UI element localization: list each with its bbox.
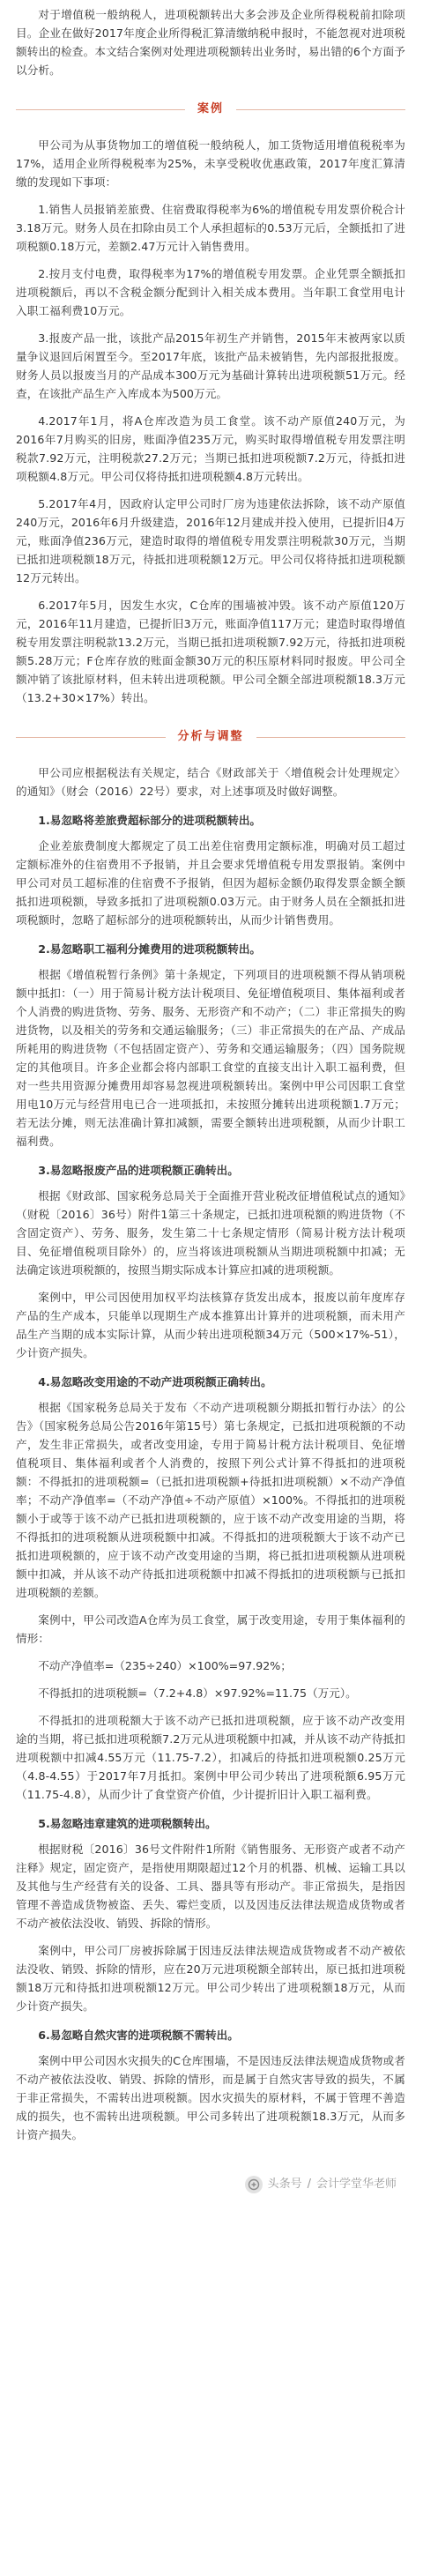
issue-paragraph: 根据《国家税务总局关于发布〈不动产进项税额分期抵扣暂行办法〉的公告》（国家税务总局公告2016年第15号）第七条规定，已抵扣进项税额的不动产，发生非正常损失，或者改变用途，专用于简易计税方法计税项目、免征增值税项目、集体福利或者个人消费的，按照下列公式计算不得抵扣的进项税额：不得抵扣的进项税额=（已抵扣进项税额+待抵扣进项税额）×不动产净值率；不动产净值率=（不动产净值÷不动产原值）×100%。不得抵扣的进项税额小于或等于该不动产已抵扣进项税额的，应于该不动产改变用途的当期，将不得抵扣的进项税额从进项税额中扣减。不得抵扣的进项税额大于该不动产已抵扣进项税额的，应于该不动产改变用途的当期，将已抵扣进项税额从进项税额中扣减，并从该不动产待抵扣进项税额中扣减不得抵扣的进项税额与已抵扣进项税额的差额。 [16,1401,405,1599]
case-items [16,200,405,707]
issue-title: 4.易忽略改变用途的不动产进项税额正确转出。 [38,1375,272,1389]
issue-title: 2.易忽略职工福利分摊费用的进项税额转出。 [38,942,262,956]
issue-title: 1.易忽略将差旅费超标部分的进项税额转出。 [38,814,262,827]
issue-paragraph: 案例中，甲公司改造A仓库为员工食堂，属于改变用途，专用于集体福利的情形： [16,1613,405,1645]
issue-paragraph: 根据《财政部、国家税务总局关于全面推开营业税改征增值税试点的通知》（财税〔2016〕36号）附件1第三十条规定，已抵扣进项税额的购进货物（不含固定资产）、劳务、服务，发生第二十七条规定情形（简易计税方法计税项目、免征增值税项目除外）的，应当将该进项税额从当期进项税额中扣减；无法确定该进项税额的，按照当期实际成本计算应扣减的进项税额。 [16,1189,405,1277]
section-heading-analysis [16,726,405,748]
issue-paragraph: 案例中，甲公司因使用加权平均法核算存货发出成本，报废以前年度库存产品的生产成本，只能单以现期生产成本推算出计算并的进项税额，而未用产品生产当期的成本实际计算，从而少转出进项税额34万元（500×17%-51），少计资产损失。 [16,1291,405,1359]
case-item: 1.销售人员报销差旅费、住宿费取得税率为6%的增值税专用发票价税合计3.18万元。财务人员在扣除由员工个人承担超标的0.53万元后，全额抵扣了进项税额0.18万元，差额2.47万元计入销售费用。 [16,203,405,253]
toutiao-logo-icon [245,2176,263,2193]
divider-line [236,109,405,110]
issue-paragraph: 企业差旅费制度大都规定了员工出差住宿费用定额标准，明确对员工超过定额标准外的住宿费用不予报销，并且会要求凭增值税专用发票报销。案例中甲公司对员工超标准的住宿费不予报销，但因为超标金额仍取得发票金额全额抵扣进项税额，导致多抵扣了进项税额0.03万元。由于财务人员在全额抵扣进项税额时，忽略了超标部分的进项税额转出，从而少计销售费用。 [16,839,405,927]
divider-line [16,109,185,110]
issue-title: 6.易忽略自然灾害的进项税额不需转出。 [38,2029,239,2042]
issue-title: 5.易忽略违章建筑的进项税额转出。 [38,1817,217,1830]
intro-paragraph: 对于增值税一般纳税人，进项税额转出大多会涉及企业所得税税前扣除项目。企业在做好2017年度企业所得税汇算清缴纳税申报时，不能忽视对进项税额转出的检查。本文结合案例对处理进项税额转出业务时，易出错的6个方面予以分析。 [16,8,405,77]
case-item: 3.报废产品一批，该批产品2015年初生产并销售，2015年末被两家以质量争议退回后闲置至今。至2017年底，该批产品未被销售，先内部报批报废。财务人员以报废当月的产品成本300万元为基础计算转出进项税额51万元。经查，在该批产品生产入库成本为500万元。 [16,331,405,400]
case-item: 4.2017年1月，将A仓库改造为员工食堂。该不动产原值240万元，为2016年7月购买的旧房，账面净值235万元，购买时取得增值税专用发票注明税款7.92万元，注明税款27.2万元；当期已抵扣进项税额7.2万元，待抵扣进项税额4.8万元。甲公司仅将待抵扣进项税额4.8万元转出。 [16,414,405,483]
issue-paragraph: 不得抵扣的进项税额大于该不动产已抵扣进项税额，应于该不动产改变用途的当期，将已抵扣进项税额7.2万元从进项税额中扣减，并从该不动产待抵扣进项税额中扣减4.55万元（11.75-7.2），扣减后的待抵扣进项税额0.25万元（4.8-4.55）于2017年7月抵扣。案例中甲公司少转出了进项税额6.95万元（11.75-4.8），从而少计了食堂资产价值，少计提折旧计入职工福利费。 [16,1714,405,1801]
watermark-author: 会计学堂华老师 [315,2177,397,2191]
section-heading-case [16,99,405,120]
case-item: 2.按月支付电费，取得税率为17%的增值税专用发票。企业凭票全额抵扣进项税额后，再以不含税金额分配到计入相关成本费用。当年职工食堂用电计入职工福利费10万元。 [16,267,405,317]
divider-line [16,737,166,738]
issue-paragraph: 案例中甲公司因水灾损失的C仓库围墙，不是因违反法律法规造成货物或者不动产被依法没收、销毁、拆除的情形，而是属于自然灾害导致的损失，不属于非正常损失，不需转出进项税额。因水灾损失的原材料，不属于管理不善造成的损失，也不需转出进项税额。甲公司多转出了进项税额18.3万元，从而多计资产损失。 [16,2054,405,2141]
footer [16,2153,405,2204]
case-item: 5.2017年4月，因政府认定甲公司时厂房为违建依法拆除，该不动产原值240万元，2016年6月升级建造，2016年12月建成并投入使用，已提折旧4万元，账面净值236万元，建造时取得的增值税专用发票注明税款30万元，当期已抵扣进项税额18万元，待抵扣进项税额12万元。甲公司仅将待抵扣进项税额12万元转出。 [16,497,405,584]
issue-title: 3.易忽略报废产品的进项税额正确转出。 [38,1164,239,1177]
case-heading: 案例 [197,101,225,115]
formula-line: 不得抵扣的进项税额=（7.2+4.8）×97.92%=11.75（万元）。 [38,1686,357,1700]
analysis-intro: 甲公司应根据税法有关规定，结合《财政部关于〈增值税会计处理规定〉的通知》（财会（2016）22号）要求，对上述事项及时做好调整。 [16,766,405,798]
issue-sections [16,811,405,2144]
watermark [245,2176,397,2193]
case-intro: 甲公司为从事货物加工的增值税一般纳税人，加工货物适用增值税税率为17%，适用企业所得税税率为25%，未享受税收优惠政策，2017年度汇算清缴的发现如下事项： [16,138,405,189]
issue-paragraph: 案例中，甲公司厂房被拆除属于因违反法律法规造成货物或者不动产被依法没收、销毁、拆除的情形，应在20万元进项税额全部转出，原已抵扣进项税额18万元和待抵扣进项税额12万元。甲公司少转出了进项税额18万元，从而少计资产损失。 [16,1944,405,2013]
watermark-platform: 头条号 [267,2177,302,2191]
case-item: 6.2017年5月，因发生水灾，C仓库的围墙被冲毁。该不动产原值120万元，2016年11月建造，已提折旧3万元，账面净值117万元；建造时取得增值税专用发票注明税款13.2万元，当期已抵扣进项税额7.92万元，待抵扣进项税额5.28万元；F仓库存放的账面金额30万元的积压原材料同时报废。甲公司全额冲销了该批原材料，但未转出进项税额。甲公司全额全部进项税额18.3万元（13.2+30×17%）转出。 [16,599,405,704]
issue-paragraph: 根据财税〔2016〕36号文件附件1所附《销售服务、无形资产或者不动产注释》规定，固定资产，是指使用期限超过12个月的机器、机械、运输工具以及其他与生产经营有关的设备、工具、器具等有形动产。非正常损失，是指因管理不善造成货物被盗、丢失、霉烂变质，以及因违反法律法规造成货物或者不动产被依法没收、销毁、拆除的情形。 [16,1843,405,1930]
analysis-heading: 分析与调整 [177,729,244,743]
formula-line: 不动产净值率=（235÷240）×100%=97.92%； [38,1659,292,1672]
watermark-separator: / [307,2177,311,2191]
issue-paragraph: 根据《增值税暂行条例》第十条规定，下列项目的进项税额不得从销项税额中抵扣：（一）用于简易计税方法计税项目、免征增值税项目、集体福利或者个人消费的购进货物、劳务、服务、无形资产和不动产；（二）非正常损失的购进货物，以及相关的劳务和交通运输服务；（三）非正常损失的在产品、产成品所耗用的购进货物（不包括固定资产）、劳务和交通运输服务；（四）国务院规定的其他项目。许多企业都会将内部职工食堂的直接支出计入职工福利费，但对一些共用资源分摊费用却容易忽视进项税额转出。案例中甲公司因职工食堂用电10万元与经营用电已合一进项抵扣，未按照分摊转出进项税额1.7万元；若无法分摊，则无法准确计算扣减额，需要全额转出进项税额，从而少计职工福利费。 [16,968,405,1148]
divider-line [256,737,406,738]
